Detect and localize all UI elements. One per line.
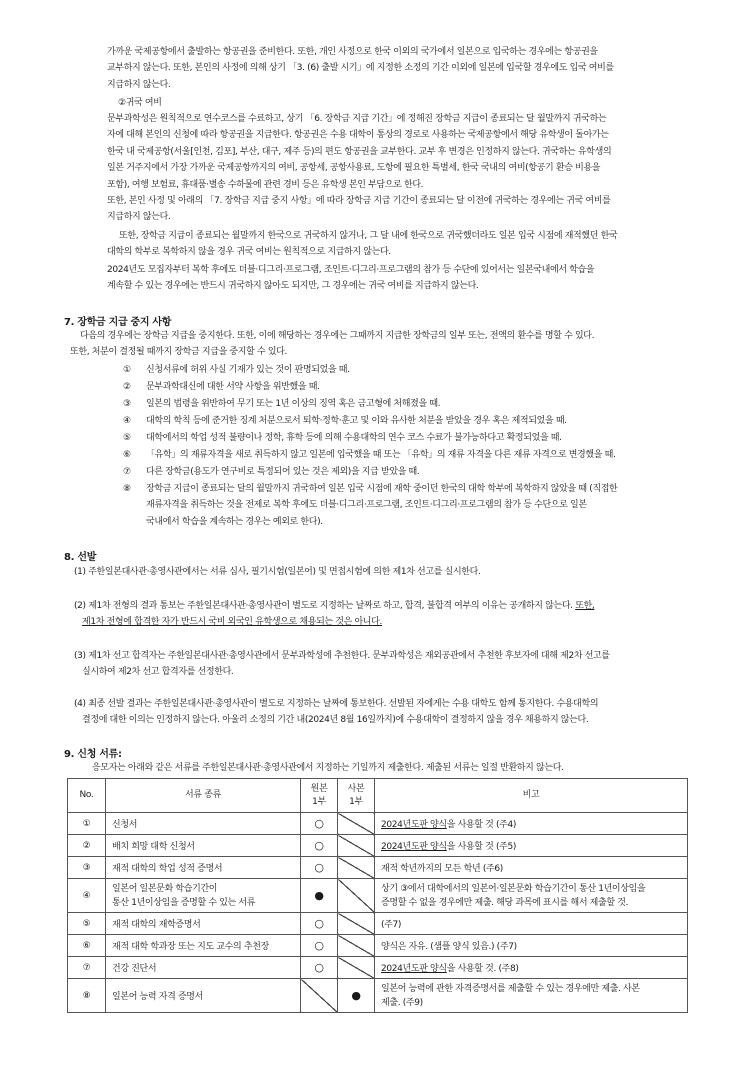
not-applicable-cell bbox=[338, 879, 375, 913]
not-applicable-cell bbox=[301, 979, 338, 1013]
table-row: ① 신청서 ○ 2024년도판 양식을 사용할 것 (주4) bbox=[68, 813, 688, 835]
return-airfare-paragraph: 문부과학성은 원칙적으로 연수코스를 수료하고, 상기 「6. 장학금 지급 기간」에 정해진 장학금 지급이 종료되는 달 월말까지 귀국하는 자에 대해 본인의 신청에 따라 항공권을 지급한다. 항공권은 수용 대학이 통상의 경로로 사용하는 국제공항에서 해당 유학생이 돌아가는 한국 내 국제공항(서울[인천, 김포], 부산, 대구, 제주 등)의 편도 항공권을 교부한다. 교부 후 변경은 인정하지 않는다. 귀국하는 유학생의 일본 거주지에서 가장 가까운 국제공항까지의 여비, 공항세, 공항사용료, 도항에 필요한 특별세, 한국 국내의 여비(항공기 환승 비용을 포함), 여행 보험료, 휴대품·별송 수하물에 관련 경비 등은 유학생 본인 부담으로 한다. bbox=[107, 114, 612, 190]
col-type-header: 서류 종류 bbox=[106, 779, 301, 813]
suspension-item-2: ② 문부과학대신에 대한 서약 사항을 위반했을 때. bbox=[123, 382, 320, 392]
table-row: ⑧ 일본어 능력 자격 증명서 ● 일본어 능력에 관한 자격증명서를 제출할 수 있는 경우에만 제출. 사본 제출. (주9) bbox=[68, 979, 688, 1013]
not-applicable-cell bbox=[338, 913, 375, 935]
table-row: ⑤ 재적 대학의 재학증명서 ○ (주7) bbox=[68, 913, 688, 935]
section-7-heading: 7. 장학금 지급 중지 사항 bbox=[64, 317, 172, 328]
suspension-item-4: ④ 대학의 학칙 등에 준거한 징계 처분으로서 퇴학·정학·훈고 및 이와 유사한 처분을 받았을 경우 혹은 제적되었을 때. bbox=[123, 416, 567, 426]
suspension-item-1: ① 신청서류에 허위 사실 기재가 있는 것이 판명되었을 때. bbox=[123, 365, 350, 375]
suspension-item-7: ⑦ 다른 장학금(용도가 연구비로 특정되어 있는 것은 제외)을 지급 받았을 때. bbox=[123, 467, 420, 477]
suspension-item-8: ⑧ 장학금 지급이 종료되는 달의 월말까지 귀국하여 일본 입국 시점에 재학 중이던 한국의 대학 학부에 복학하지 않았을 때 (직접한 재류자격을 취득하는 것을 전제로 복학 후에도 더블·디그리·프로그램, 조인트·디그리·프로그램의 참가 등 수단으로 일본 국내에서 학습을 계속하는 경우는 예외로 한다). bbox=[123, 484, 618, 527]
section-9-heading: 9. 신청 서류: bbox=[64, 749, 122, 760]
not-applicable-cell bbox=[338, 835, 375, 857]
selection-paragraph-1: (1) 주한일본대사관·총영사관에서는 서류 심사, 필기시험(일본어) 및 면접시험에 의한 제1차 선고를 실시한다. bbox=[74, 567, 481, 577]
selection-paragraph-2: (2) 제1차 전형의 결과 통보는 주한일본대사관·총영사관이 별도로 지정하는 날짜로 하고, 합격, 불합격 여부의 이유는 공개하지 않는다. 또한, 제1차 전형에 합격한 자가 반드시 국비 외국인 유학생으로 채용되는 것은 아니다. bbox=[74, 601, 595, 628]
return-travel-subtitle: ②귀국 여비 bbox=[118, 98, 162, 108]
not-applicable-cell bbox=[338, 857, 375, 879]
table-row: ② 배치 희망 대학 신청서 ○ 2024년도판 양식을 사용할 것 (주5) bbox=[68, 835, 688, 857]
outbound-airfare-paragraph: 가까운 국제공항에서 출발하는 항공권을 준비한다. 또한, 개인 사정으로 한국 이외의 국가에서 일본으로 입국하는 경우에는 항공권을 교부하지 않는다. 또한, 본인의 사정에 의해 상기 「3. (6) 출발 시기」에 지정한 소정의 기간 이외에 일본에 입국할 경우에도 입국 여비를 지급하지 않는다. bbox=[107, 47, 614, 90]
early-return-paragraph: 또한, 본인 사정 및 아래의 「7. 장학금 지급 중지 사항」에 따라 장학금 지급 기간이 종료되는 달 이전에 귀국하는 경우에는 귀국 여비를 지급하지 않는다. bbox=[107, 196, 611, 223]
col-copy-header: 사본 1부 bbox=[338, 779, 375, 813]
double-degree-paragraph: 2024년도 모집자부터 복학 후에도 더블·디그리·프로그램, 조인트·디그리·프로그램의 참가 등 수단에 있어서는 일본국내에서 학습을 계속할 수 있는 경우에는 반드시 귀국하지 않아도 되지만, 그 경우에는 귀국 여비를 지급하지 않는다. bbox=[107, 265, 595, 292]
section-9-intro: 응모자는 아래와 같은 서류를 주한일본대사관·총영사관에서 지정하는 기일까지 제출한다. 제출된 서류는 일절 반환하지 않는다. bbox=[92, 763, 564, 773]
selection-paragraph-4: (4) 최종 선발 결과는 주한일본대사관·총영사관이 별도로 지정하는 날짜에 통보한다. 선발된 자에게는 수용 대학도 함께 통지한다. 수용대학의 결정에 대한 이의는 인정하지 않는다. 아울러 소정의 기간 내(2024년 8월 16일까지)에 수용대학이 결정하지 않을 경우 채용하지 않는다. bbox=[74, 699, 599, 726]
not-applicable-cell bbox=[338, 813, 375, 835]
suspension-item-5: ⑤ 대학에서의 학업 성적 불량이나 정학, 휴학 등에 의해 수용대학의 연수 코스 수료가 불가능하다고 확정되었을 때. bbox=[123, 433, 562, 443]
not-applicable-cell bbox=[338, 957, 375, 979]
table-row: ④ 일본어 일본문화 학습기간이 통산 1년이상임을 증명할 수 있는 서류 ● 상기 ③에서 대학에서의 일본어·일본문화 학습기간이 통산 1년이상임을 증명할 수 없을 경우에만 제출. 해당 과목에 표시를 해서 제출할 것. bbox=[68, 879, 688, 913]
table-header-row bbox=[68, 779, 688, 813]
section-8-heading: 8. 선발 bbox=[64, 552, 97, 563]
application-documents-table bbox=[67, 778, 688, 1013]
col-note-header: 비고 bbox=[375, 779, 688, 813]
section-7-intro: 다음의 경우에는 장학금 지급을 중지한다. 또한, 이에 해당하는 경우에는 그때까지 지급한 장학금의 일부 또는, 전액의 환수를 명할 수 있다. 또한, 처분이 결정될 때까지 장학금 지급을 중지할 수 있다. bbox=[70, 331, 595, 358]
suspension-item-6: ⑥ 「유학」의 재류자격을 새로 취득하지 않고 일본에 입국했을 때 또는 「유학」의 재류 자격을 다른 재류 자격으로 변경했을 때. bbox=[123, 450, 616, 460]
suspension-item-3: ③ 일본의 법령을 위반하여 무기 또는 1년 이상의 징역 혹은 금고형에 처해졌을 때. bbox=[123, 399, 441, 409]
no-return-paragraph: 또한, 장학금 지급이 종료되는 월말까지 한국으로 귀국하지 않거나, 그 달 내에 한국으로 귀국했더라도 일본 입국 시점에 재적했던 한국 대학의 학부로 복학하지 않을 경우 귀국 여비는 원칙적으로 지급하지 않는다. bbox=[107, 231, 618, 258]
table-row: ③ 재적 대학의 학업 성적 증명서 ○ 재적 학년까지의 모든 학년 (주6) bbox=[68, 857, 688, 879]
table-row: ⑥ 재적 대학 학과장 또는 지도 교수의 추천장 ○ 양식은 자유. (샘플 양식 있음.) (주7) bbox=[68, 935, 688, 957]
col-original-header: 원본 1부 bbox=[301, 779, 338, 813]
table-row: ⑦ 건강 진단서 ○ 2024년도판 양식을 사용할 것. (주8) bbox=[68, 957, 688, 979]
col-no-header: No. bbox=[68, 779, 106, 813]
selection-paragraph-3: (3) 제1차 선고 합격자는 주한일본대사관·총영사관에서 문부과학성에 추천한다. 문부과학성은 재외공관에서 추천한 후보자에 대해 제2차 선고를 실시하여 제2차 선고 합격자를 선정한다. bbox=[74, 651, 610, 678]
not-applicable-cell bbox=[338, 935, 375, 957]
